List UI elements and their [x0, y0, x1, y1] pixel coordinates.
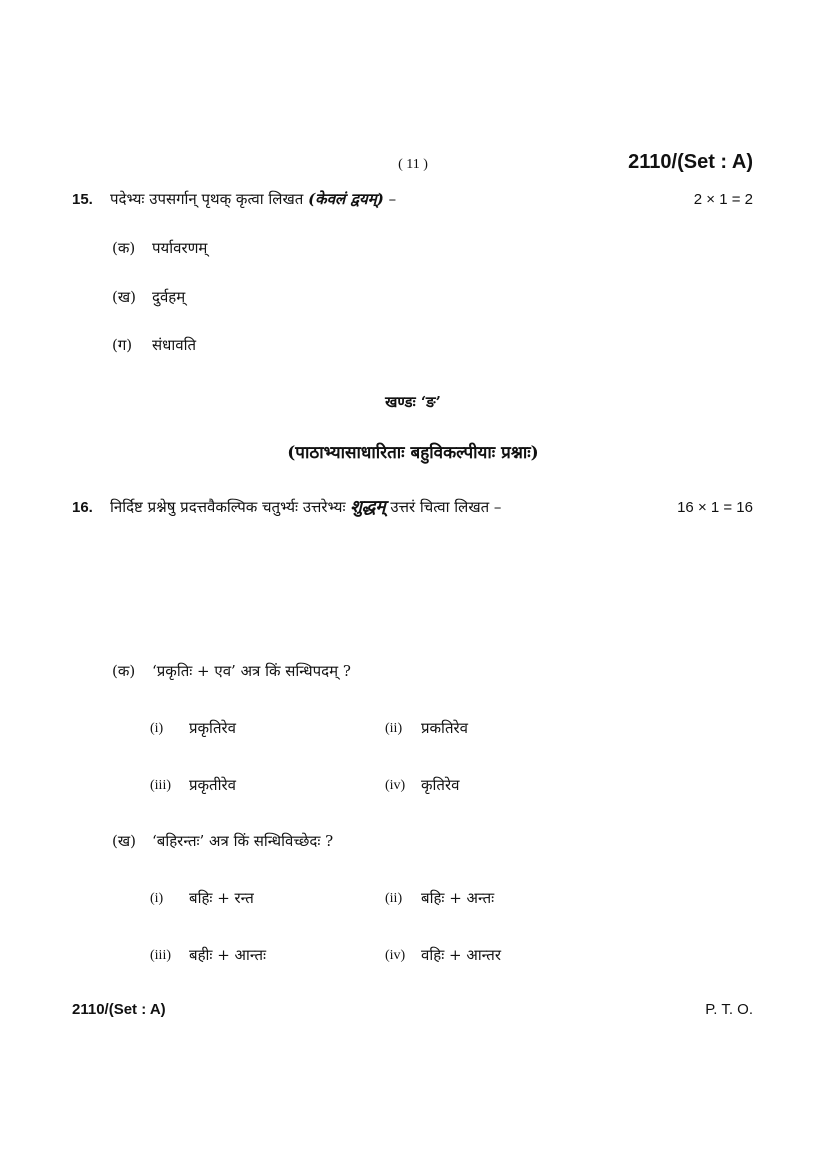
- option-text: कृतिरेव: [421, 776, 460, 794]
- question-15-part-text: संधावति: [152, 336, 197, 354]
- option-text: बहीः + आन्तः: [189, 946, 267, 964]
- option-label: (i): [150, 721, 164, 736]
- question-15-instruction: [110, 189, 396, 209]
- option-text: बहिः + अन्तः: [421, 889, 495, 907]
- question-16-marks: 16 × 1 = 16: [677, 499, 753, 516]
- please-turn-over: P. T. O.: [705, 1001, 753, 1018]
- page-number: ( 11 ): [398, 157, 428, 172]
- option-label: (iv): [385, 778, 406, 793]
- question-16-part-label: (क): [112, 662, 136, 680]
- paper-code-header: 2110/(Set : A): [628, 151, 753, 173]
- question-15-part-text: दुर्वहम्: [152, 288, 186, 306]
- question-16-instruction-after: उत्तरं चित्वा लिखत –: [390, 498, 502, 516]
- question-16-instruction: [110, 497, 501, 517]
- question-15-part-label: (ग): [112, 336, 133, 354]
- section-title: खण्डः ‘ङ’: [385, 393, 441, 411]
- question-15-part-label: (क): [112, 239, 136, 257]
- question-15-suffix: –: [388, 190, 397, 208]
- option-text: वहिः + आन्तर: [421, 946, 501, 964]
- question-16-part-question: ‘प्रकृतिः + एव’ अत्र किं सन्धिपदम् ?: [152, 662, 351, 680]
- question-15-marks: 2 × 1 = 2: [693, 191, 753, 208]
- question-15-number: 15.: [72, 191, 93, 208]
- option-text: प्रकतिरेव: [421, 719, 468, 737]
- paper-code-footer: 2110/(Set : A): [72, 1001, 166, 1018]
- question-15-part-label: (ख): [112, 288, 136, 306]
- question-16-part-question: ‘बहिरन्तः’ अत्र किं सन्धिविच्छेदः ?: [152, 832, 334, 850]
- option-text: बहिः + रन्त: [189, 889, 254, 907]
- question-16-number: 16.: [72, 499, 93, 516]
- option-text: प्रकृतीरेव: [189, 776, 236, 794]
- question-15-emphasis: (केवलं द्वयम्): [308, 190, 384, 208]
- section-subtitle: (पाठाभ्यासाधारिताः बहुविकल्पीयाः प्रश्नाः): [287, 443, 539, 463]
- option-label: (iii): [150, 778, 171, 793]
- question-15-part-text: पर्यावरणम्: [152, 239, 208, 257]
- option-label: (iv): [385, 948, 406, 963]
- question-15-instruction-text: पदेभ्यः उपसर्गान् पृथक् कृत्वा लिखत: [110, 190, 304, 208]
- question-16-emphasis: शुद्धम्: [350, 497, 386, 517]
- question-16-instruction-before: निर्दिष्ट प्रश्नेषु प्रदत्तवैकल्पिक चतुर्भ्यः उत्तरेभ्यः: [110, 498, 346, 516]
- option-text: प्रकृतिरेव: [189, 719, 236, 737]
- option-label: (ii): [385, 891, 403, 906]
- option-label: (i): [150, 891, 164, 906]
- question-16-part-label: (ख): [112, 832, 136, 850]
- option-label: (ii): [385, 721, 403, 736]
- option-label: (iii): [150, 948, 171, 963]
